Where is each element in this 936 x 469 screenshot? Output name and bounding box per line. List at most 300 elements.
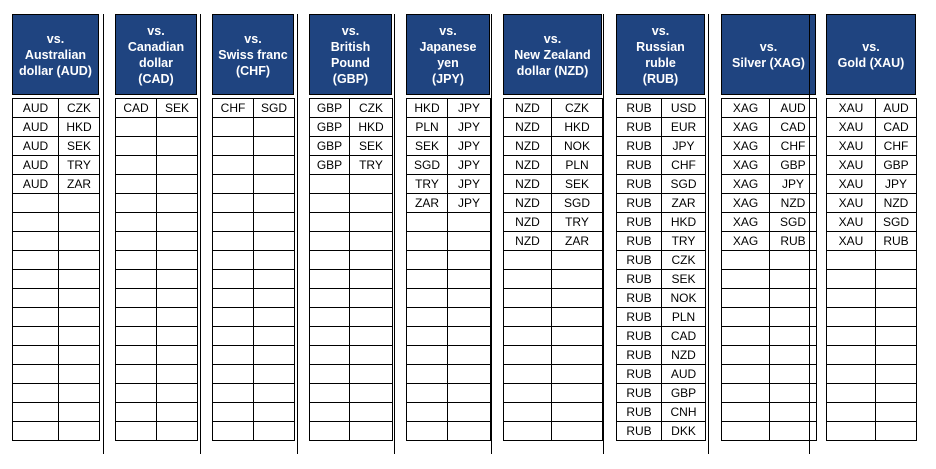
- table-row: [13, 118, 100, 137]
- quote-currency-cell: [876, 289, 917, 308]
- base-currency-cell: [116, 289, 157, 308]
- table-row: [827, 422, 917, 441]
- quote-currency-cell: [157, 384, 198, 403]
- base-currency-cell: [407, 403, 448, 422]
- quote-currency-cell: [552, 403, 603, 422]
- quote-currency-cell: CZK: [350, 99, 393, 118]
- table-row: [13, 194, 100, 213]
- quote-currency-cell: [59, 327, 100, 346]
- base-currency-cell: [213, 251, 254, 270]
- quote-currency-cell: [254, 194, 295, 213]
- base-currency-cell: [213, 213, 254, 232]
- column-divider: [809, 14, 810, 454]
- base-currency-cell: NZD: [504, 137, 552, 156]
- table-row: [504, 422, 603, 441]
- base-currency-cell: RUB: [617, 232, 662, 251]
- table-row: [504, 270, 603, 289]
- quote-currency-cell: [448, 308, 491, 327]
- group-header-title: vs. Gold (XAU): [837, 39, 905, 70]
- base-currency-cell: RUB: [617, 270, 662, 289]
- table-row: [827, 346, 917, 365]
- base-currency-cell: NZD: [504, 175, 552, 194]
- group-header-title: vs. Swiss franc (CHF): [218, 31, 288, 78]
- quote-currency-cell: [157, 308, 198, 327]
- group-header-title: vs. Japanese yen (JPY): [419, 23, 477, 86]
- base-currency-cell: [827, 251, 876, 270]
- base-currency-cell: [213, 346, 254, 365]
- table-row: [213, 365, 295, 384]
- base-currency-cell: [13, 232, 59, 251]
- quote-currency-cell: SEK: [350, 137, 393, 156]
- pair-group: [309, 14, 392, 441]
- table-row: [722, 251, 817, 270]
- quote-currency-cell: [876, 308, 917, 327]
- quote-currency-cell: [254, 251, 295, 270]
- base-currency-cell: NZD: [504, 194, 552, 213]
- quote-currency-cell: [157, 194, 198, 213]
- base-currency-cell: RUB: [617, 365, 662, 384]
- pair-group: [616, 14, 705, 441]
- column-divider: [708, 14, 709, 454]
- base-currency-cell: [213, 365, 254, 384]
- base-currency-cell: PLN: [407, 118, 448, 137]
- group-header-title: vs. Australian dollar (AUD): [19, 31, 92, 78]
- base-currency-cell: [722, 422, 770, 441]
- group-header: [406, 14, 490, 95]
- base-currency-cell: [116, 365, 157, 384]
- base-currency-cell: [116, 403, 157, 422]
- table-row: [722, 213, 817, 232]
- group-header: [721, 14, 816, 95]
- table-row: [722, 346, 817, 365]
- table-row: [504, 384, 603, 403]
- base-currency-cell: RUB: [617, 327, 662, 346]
- table-row: [504, 137, 603, 156]
- quote-currency-cell: [350, 422, 393, 441]
- table-row: [213, 251, 295, 270]
- quote-currency-cell: SGD: [876, 213, 917, 232]
- table-row: [722, 137, 817, 156]
- base-currency-cell: XAG: [722, 137, 770, 156]
- table-row: [722, 156, 817, 175]
- quote-currency-cell: [876, 422, 917, 441]
- base-currency-cell: [827, 422, 876, 441]
- base-currency-cell: AUD: [13, 156, 59, 175]
- table-row: [827, 308, 917, 327]
- table-row: [827, 156, 917, 175]
- base-currency-cell: [407, 346, 448, 365]
- quote-currency-cell: [350, 232, 393, 251]
- table-row: [116, 422, 198, 441]
- base-currency-cell: [310, 403, 350, 422]
- base-currency-cell: [213, 270, 254, 289]
- base-currency-cell: ZAR: [407, 194, 448, 213]
- quote-currency-cell: [350, 308, 393, 327]
- base-currency-cell: [116, 137, 157, 156]
- quote-currency-cell: SEK: [157, 99, 198, 118]
- quote-currency-cell: [448, 346, 491, 365]
- base-currency-cell: [213, 232, 254, 251]
- base-currency-cell: NZD: [504, 213, 552, 232]
- table-row: [213, 346, 295, 365]
- quote-currency-cell: [254, 289, 295, 308]
- table-row: [116, 384, 198, 403]
- table-row: [617, 384, 706, 403]
- table-row: [617, 251, 706, 270]
- base-currency-cell: RUB: [617, 213, 662, 232]
- quote-currency-cell: [552, 308, 603, 327]
- table-row: [13, 422, 100, 441]
- base-currency-cell: [310, 346, 350, 365]
- base-currency-cell: [13, 384, 59, 403]
- table-row: [13, 175, 100, 194]
- column-divider: [200, 14, 201, 454]
- table-row: [116, 308, 198, 327]
- base-currency-cell: XAU: [827, 156, 876, 175]
- table-row: [722, 270, 817, 289]
- quote-currency-cell: [254, 213, 295, 232]
- base-currency-cell: RUB: [617, 156, 662, 175]
- group-header: [309, 14, 392, 95]
- base-currency-cell: GBP: [310, 118, 350, 137]
- base-currency-cell: [722, 384, 770, 403]
- quote-currency-cell: [254, 232, 295, 251]
- table-row: [504, 232, 603, 251]
- table-row: [722, 289, 817, 308]
- quote-currency-cell: [350, 365, 393, 384]
- quote-currency-cell: SEK: [59, 137, 100, 156]
- base-currency-cell: [213, 118, 254, 137]
- base-currency-cell: [116, 156, 157, 175]
- quote-currency-cell: AUD: [662, 365, 706, 384]
- base-currency-cell: [213, 327, 254, 346]
- quote-currency-cell: [448, 251, 491, 270]
- base-currency-cell: NZD: [504, 156, 552, 175]
- table-row: [827, 118, 917, 137]
- base-currency-cell: [310, 175, 350, 194]
- quote-currency-cell: [448, 422, 491, 441]
- base-currency-cell: [213, 308, 254, 327]
- base-currency-cell: XAU: [827, 194, 876, 213]
- table-row: [722, 175, 817, 194]
- quote-currency-cell: [254, 327, 295, 346]
- table-row: [827, 384, 917, 403]
- table-row: [310, 251, 393, 270]
- quote-currency-cell: TRY: [59, 156, 100, 175]
- base-currency-cell: [310, 327, 350, 346]
- table-row: [13, 346, 100, 365]
- table-row: [213, 403, 295, 422]
- table-row: [617, 270, 706, 289]
- base-currency-cell: [13, 194, 59, 213]
- base-currency-cell: [722, 327, 770, 346]
- quote-currency-cell: [350, 384, 393, 403]
- table-row: [827, 175, 917, 194]
- base-currency-cell: [407, 308, 448, 327]
- table-row: [617, 422, 706, 441]
- group-header: [616, 14, 705, 95]
- base-currency-cell: SEK: [407, 137, 448, 156]
- table-row: [310, 346, 393, 365]
- table-row: [213, 308, 295, 327]
- base-currency-cell: [13, 213, 59, 232]
- quote-currency-cell: [157, 118, 198, 137]
- table-row: [116, 403, 198, 422]
- base-currency-cell: [310, 232, 350, 251]
- quote-currency-cell: NZD: [876, 194, 917, 213]
- table-row: [617, 137, 706, 156]
- pair-table: [616, 98, 706, 441]
- base-currency-cell: [310, 194, 350, 213]
- table-row: [310, 213, 393, 232]
- base-currency-cell: XAU: [827, 137, 876, 156]
- base-currency-cell: RUB: [617, 403, 662, 422]
- base-currency-cell: [310, 289, 350, 308]
- base-currency-cell: RUB: [617, 251, 662, 270]
- quote-currency-cell: NOK: [662, 289, 706, 308]
- quote-currency-cell: [552, 422, 603, 441]
- base-currency-cell: [116, 175, 157, 194]
- base-currency-cell: [13, 270, 59, 289]
- table-row: [13, 99, 100, 118]
- table-row: [504, 346, 603, 365]
- column-divider: [603, 14, 604, 454]
- table-row: [617, 99, 706, 118]
- table-row: [13, 156, 100, 175]
- table-row: [310, 422, 393, 441]
- table-row: [13, 365, 100, 384]
- base-currency-cell: [213, 156, 254, 175]
- pair-group: [503, 14, 602, 441]
- base-currency-cell: [116, 346, 157, 365]
- table-row: [827, 365, 917, 384]
- quote-currency-cell: JPY: [448, 118, 491, 137]
- table-row: [13, 403, 100, 422]
- table-row: [213, 99, 295, 118]
- pair-table: [503, 98, 603, 441]
- table-row: [213, 118, 295, 137]
- quote-currency-cell: JPY: [448, 194, 491, 213]
- quote-currency-cell: [448, 403, 491, 422]
- base-currency-cell: XAG: [722, 232, 770, 251]
- table-row: [116, 194, 198, 213]
- quote-currency-cell: [254, 118, 295, 137]
- base-currency-cell: AUD: [13, 118, 59, 137]
- column-divider: [103, 14, 104, 454]
- table-row: [310, 137, 393, 156]
- table-row: [310, 270, 393, 289]
- base-currency-cell: SGD: [407, 156, 448, 175]
- quote-currency-cell: ZAR: [59, 175, 100, 194]
- base-currency-cell: HKD: [407, 99, 448, 118]
- table-row: [722, 118, 817, 137]
- pair-group: [826, 14, 916, 441]
- table-row: [722, 365, 817, 384]
- table-row: [504, 213, 603, 232]
- quote-currency-cell: [552, 346, 603, 365]
- base-currency-cell: [116, 327, 157, 346]
- base-currency-cell: [213, 137, 254, 156]
- table-row: [310, 289, 393, 308]
- table-row: [310, 99, 393, 118]
- pair-table: [406, 98, 491, 441]
- quote-currency-cell: RUB: [876, 232, 917, 251]
- base-currency-cell: GBP: [310, 99, 350, 118]
- base-currency-cell: [213, 194, 254, 213]
- base-currency-cell: XAU: [827, 232, 876, 251]
- table-row: [13, 232, 100, 251]
- group-header-title: vs. Russian ruble (RUB): [636, 23, 685, 86]
- quote-currency-cell: [876, 403, 917, 422]
- table-row: [116, 118, 198, 137]
- table-row: [504, 289, 603, 308]
- table-row: [407, 327, 491, 346]
- table-row: [116, 251, 198, 270]
- base-currency-cell: [13, 365, 59, 384]
- table-row: [504, 365, 603, 384]
- base-currency-cell: NZD: [504, 232, 552, 251]
- quote-currency-cell: ZAR: [662, 194, 706, 213]
- table-row: [504, 175, 603, 194]
- base-currency-cell: [116, 194, 157, 213]
- base-currency-cell: XAG: [722, 99, 770, 118]
- base-currency-cell: RUB: [617, 384, 662, 403]
- table-row: [13, 137, 100, 156]
- table-row: [13, 213, 100, 232]
- table-row: [116, 99, 198, 118]
- base-currency-cell: RUB: [617, 175, 662, 194]
- quote-currency-cell: [448, 213, 491, 232]
- quote-currency-cell: [350, 327, 393, 346]
- table-row: [617, 175, 706, 194]
- quote-currency-cell: [350, 270, 393, 289]
- quote-currency-cell: [448, 365, 491, 384]
- table-row: [13, 384, 100, 403]
- table-row: [722, 232, 817, 251]
- base-currency-cell: [504, 251, 552, 270]
- table-row: [617, 289, 706, 308]
- quote-currency-cell: [59, 384, 100, 403]
- base-currency-cell: [827, 308, 876, 327]
- table-row: [310, 327, 393, 346]
- table-row: [310, 175, 393, 194]
- table-row: [213, 232, 295, 251]
- table-row: [617, 194, 706, 213]
- quote-currency-cell: [157, 327, 198, 346]
- quote-currency-cell: [254, 156, 295, 175]
- base-currency-cell: [722, 403, 770, 422]
- quote-currency-cell: [254, 270, 295, 289]
- quote-currency-cell: CAD: [770, 118, 817, 137]
- table-row: [722, 194, 817, 213]
- table-row: [310, 308, 393, 327]
- base-currency-cell: [13, 403, 59, 422]
- quote-currency-cell: TRY: [552, 213, 603, 232]
- pair-group: [406, 14, 490, 441]
- quote-currency-cell: CAD: [876, 118, 917, 137]
- base-currency-cell: [407, 251, 448, 270]
- table-row: [617, 213, 706, 232]
- table-row: [116, 289, 198, 308]
- table-row: [504, 99, 603, 118]
- quote-currency-cell: [157, 137, 198, 156]
- quote-currency-cell: HKD: [552, 118, 603, 137]
- quote-currency-cell: SGD: [662, 175, 706, 194]
- table-row: [407, 156, 491, 175]
- base-currency-cell: AUD: [13, 137, 59, 156]
- quote-currency-cell: [254, 384, 295, 403]
- table-row: [310, 365, 393, 384]
- quote-currency-cell: CZK: [662, 251, 706, 270]
- pair-group: [115, 14, 197, 441]
- table-row: [407, 365, 491, 384]
- base-currency-cell: [504, 289, 552, 308]
- quote-currency-cell: CHF: [770, 137, 817, 156]
- pair-table: [721, 98, 817, 441]
- quote-currency-cell: [59, 422, 100, 441]
- quote-currency-cell: NZD: [770, 194, 817, 213]
- quote-currency-cell: [876, 384, 917, 403]
- quote-currency-cell: [350, 194, 393, 213]
- quote-currency-cell: CNH: [662, 403, 706, 422]
- table-row: [213, 327, 295, 346]
- group-header: [12, 14, 99, 95]
- quote-currency-cell: GBP: [662, 384, 706, 403]
- quote-currency-cell: [157, 232, 198, 251]
- base-currency-cell: RUB: [617, 118, 662, 137]
- quote-currency-cell: [552, 365, 603, 384]
- quote-currency-cell: [157, 346, 198, 365]
- quote-currency-cell: [448, 384, 491, 403]
- base-currency-cell: [116, 232, 157, 251]
- column-divider: [491, 14, 492, 454]
- table-row: [116, 213, 198, 232]
- quote-currency-cell: PLN: [662, 308, 706, 327]
- quote-currency-cell: [157, 251, 198, 270]
- base-currency-cell: [310, 308, 350, 327]
- base-currency-cell: AUD: [13, 175, 59, 194]
- base-currency-cell: [827, 384, 876, 403]
- quote-currency-cell: NOK: [552, 137, 603, 156]
- quote-currency-cell: [157, 213, 198, 232]
- quote-currency-cell: [876, 365, 917, 384]
- base-currency-cell: RUB: [617, 99, 662, 118]
- quote-currency-cell: [254, 137, 295, 156]
- table-row: [407, 346, 491, 365]
- base-currency-cell: [116, 384, 157, 403]
- quote-currency-cell: JPY: [448, 137, 491, 156]
- quote-currency-cell: CAD: [662, 327, 706, 346]
- group-header: [115, 14, 197, 95]
- table-row: [116, 156, 198, 175]
- table-row: [13, 308, 100, 327]
- base-currency-cell: XAU: [827, 99, 876, 118]
- quote-currency-cell: [876, 251, 917, 270]
- base-currency-cell: [722, 308, 770, 327]
- quote-currency-cell: [59, 251, 100, 270]
- quote-currency-cell: [552, 327, 603, 346]
- base-currency-cell: [13, 289, 59, 308]
- quote-currency-cell: [59, 289, 100, 308]
- base-currency-cell: [504, 346, 552, 365]
- base-currency-cell: XAU: [827, 118, 876, 137]
- quote-currency-cell: [350, 175, 393, 194]
- quote-currency-cell: [59, 194, 100, 213]
- table-row: [213, 384, 295, 403]
- table-row: [116, 270, 198, 289]
- quote-currency-cell: [876, 327, 917, 346]
- table-row: [827, 289, 917, 308]
